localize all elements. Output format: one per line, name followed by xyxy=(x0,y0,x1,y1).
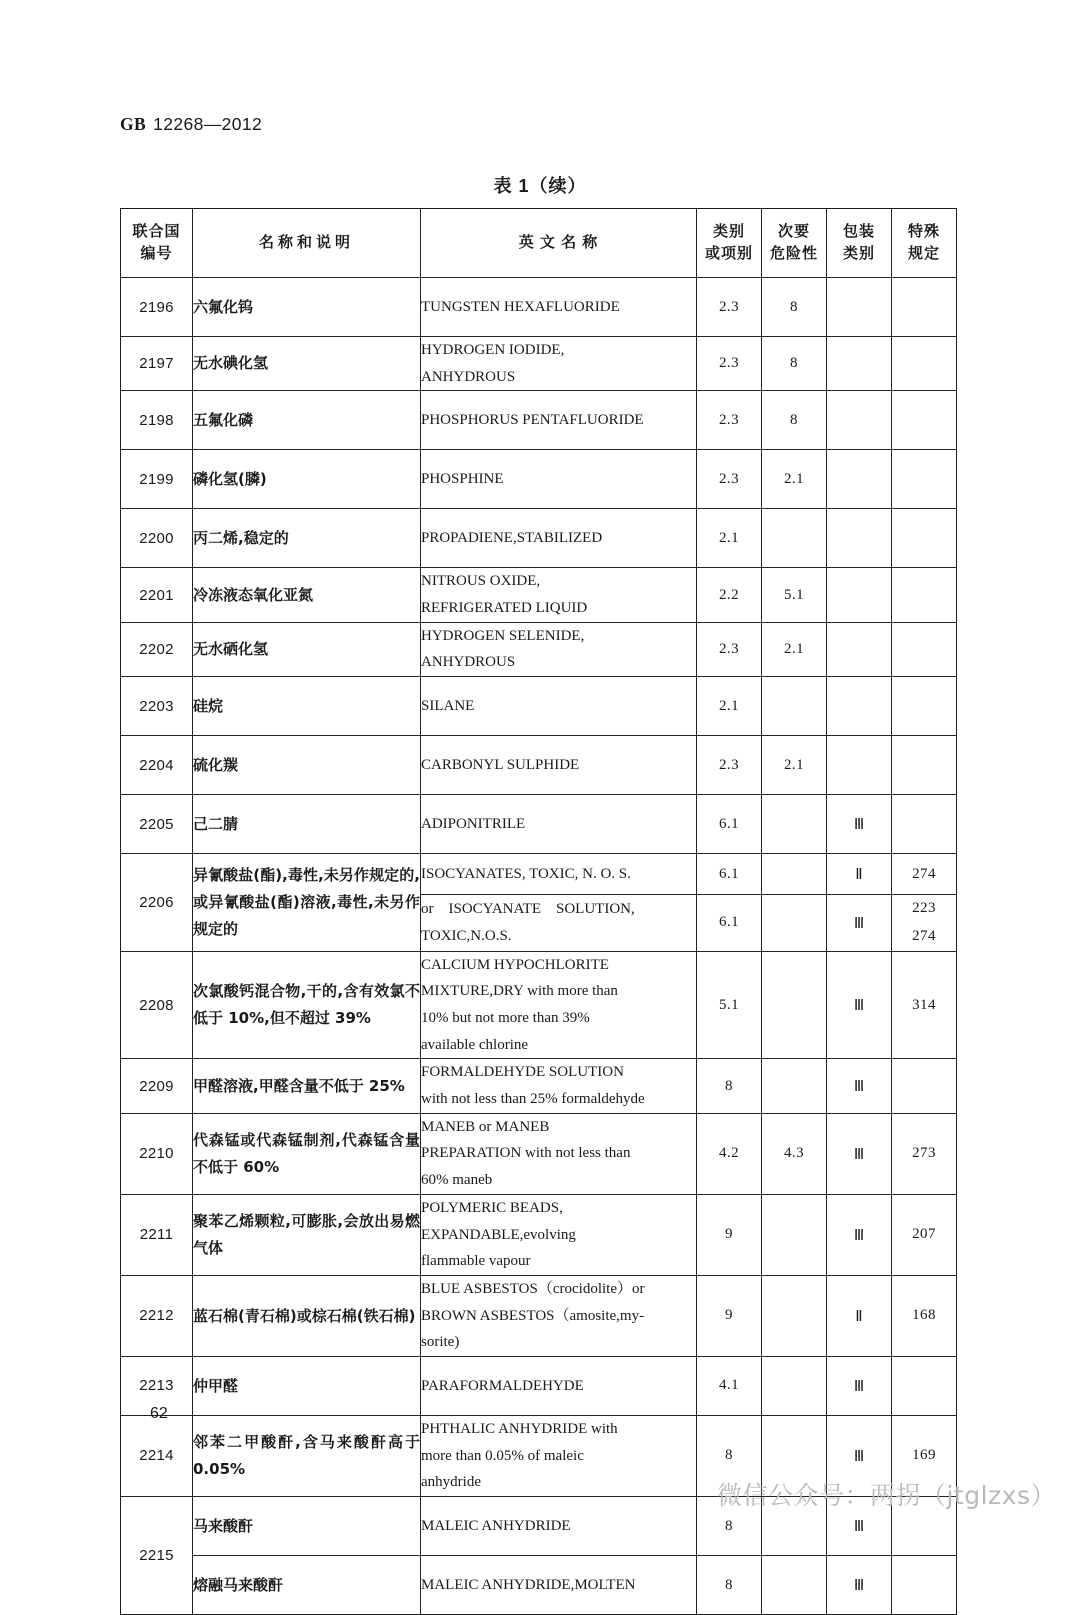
cell-english-name: BLUE ASBESTOS（crocidolite）or BROWN ASBESTOS（amosite,my- sorite) xyxy=(421,1275,697,1356)
cell-class: 8 xyxy=(697,1497,762,1556)
cell-class: 2.3 xyxy=(697,337,762,391)
cell-subsidiary-hazard: 4.3 xyxy=(762,1113,827,1194)
cell-un-number: 2210 xyxy=(121,1113,193,1194)
cell-class: 6.1 xyxy=(697,895,762,952)
cell-packing-group xyxy=(827,278,892,337)
cell-class: 2.3 xyxy=(697,450,762,509)
cell-packing-group: Ⅲ xyxy=(827,1556,892,1615)
cell-class: 2.2 xyxy=(697,568,762,622)
header-line-2: 类别 xyxy=(842,245,875,262)
table-row xyxy=(121,1113,957,1194)
cell-packing-group: Ⅲ xyxy=(827,1497,892,1556)
cell-class: 2.3 xyxy=(697,391,762,450)
cell-packing-group: Ⅱ xyxy=(827,1275,892,1356)
cell-subsidiary-hazard xyxy=(762,1194,827,1275)
cell-english-name: TUNGSTEN HEXAFLUORIDE xyxy=(421,278,697,337)
cell-packing-group: Ⅲ xyxy=(827,1356,892,1415)
cell-subsidiary-hazard xyxy=(762,895,827,952)
cell-un-number: 2208 xyxy=(121,951,193,1059)
cell-un-number: 2198 xyxy=(121,391,193,450)
header-line-1: 包装 xyxy=(842,222,875,240)
cell-chinese-name: 丙二烯,稳定的 xyxy=(193,509,421,568)
table-row xyxy=(121,677,957,736)
cell-chinese-name: 邻苯二甲酸酐,含马来酸酐高于 0.05% xyxy=(193,1415,421,1496)
dangerous-goods-table xyxy=(120,208,957,1615)
table-row xyxy=(121,278,957,337)
cell-english-name: PARAFORMALDEHYDE xyxy=(421,1356,697,1415)
header-line-1: 联合国 xyxy=(132,222,181,240)
table-row xyxy=(121,622,957,676)
cell-english-name: MALEIC ANHYDRIDE,MOLTEN xyxy=(421,1556,697,1615)
cell-class: 2.1 xyxy=(697,677,762,736)
cell-special-provisions: 168 xyxy=(892,1275,957,1356)
cell-class: 2.3 xyxy=(697,622,762,676)
header-line-1: 名称和说明 xyxy=(258,233,354,251)
cell-un-number: 2211 xyxy=(121,1194,193,1275)
cell-un-number: 2197 xyxy=(121,337,193,391)
cell-packing-group xyxy=(827,568,892,622)
cell-special-provisions xyxy=(892,278,957,337)
cell-special-provisions xyxy=(892,795,957,854)
cell-chinese-name: 异氰酸盐(酯),毒性,未另作规定的,或异氰酸盐(酯)溶液,毒性,未另作规定的 xyxy=(193,854,421,952)
cell-class: 8 xyxy=(697,1415,762,1496)
cell-chinese-name: 聚苯乙烯颗粒,可膨胀,会放出易燃气体 xyxy=(193,1194,421,1275)
cell-english-name: HYDROGEN SELENIDE, ANHYDROUS xyxy=(421,622,697,676)
cell-chinese-name: 无水硒化氢 xyxy=(193,622,421,676)
cell-packing-group: Ⅲ xyxy=(827,1059,892,1113)
cell-subsidiary-hazard xyxy=(762,1556,827,1615)
cell-subsidiary-hazard xyxy=(762,509,827,568)
col-header-un-number xyxy=(121,209,193,278)
cell-packing-group xyxy=(827,450,892,509)
cell-class: 4.1 xyxy=(697,1356,762,1415)
cell-class: 8 xyxy=(697,1059,762,1113)
cell-subsidiary-hazard xyxy=(762,951,827,1059)
cell-packing-group: Ⅲ xyxy=(827,1113,892,1194)
header-line-1: 类别 xyxy=(712,222,745,240)
cell-special-provisions xyxy=(892,677,957,736)
cell-english-name: or ISOCYANATE SOLUTION, TOXIC,N.O.S. xyxy=(421,895,697,952)
watermark: 微信公众号：两拐（jtglzxs） xyxy=(716,1481,1056,1510)
cell-special-provisions: 274 xyxy=(892,854,957,895)
header-line-2: 或项别 xyxy=(704,245,753,262)
cell-packing-group: Ⅲ xyxy=(827,1194,892,1275)
header-line-2: 规定 xyxy=(907,245,940,262)
cell-class: 2.3 xyxy=(697,278,762,337)
cell-english-name: SILANE xyxy=(421,677,697,736)
col-header-subsidiary-hazard xyxy=(762,209,827,278)
cell-packing-group xyxy=(827,509,892,568)
cell-english-name: ISOCYANATES, TOXIC, N. O. S. xyxy=(421,854,697,895)
page-number: 62 xyxy=(150,1405,168,1422)
cell-chinese-name: 熔融马来酸酐 xyxy=(193,1556,421,1615)
table-caption: 表 1（续） xyxy=(493,176,587,196)
cell-subsidiary-hazard xyxy=(762,795,827,854)
cell-special-provisions xyxy=(892,568,957,622)
cell-packing-group xyxy=(827,337,892,391)
cell-un-number: 2214 xyxy=(121,1415,193,1496)
cell-special-provisions xyxy=(892,509,957,568)
table-row xyxy=(121,854,957,895)
table-row xyxy=(121,337,957,391)
standard-number xyxy=(120,114,262,135)
cell-english-name: CARBONYL SULPHIDE xyxy=(421,736,697,795)
header-row xyxy=(121,209,957,278)
cell-subsidiary-hazard xyxy=(762,1356,827,1415)
cell-english-name: MANEB or MANEB PREPARATION with not less than 60% maneb xyxy=(421,1113,697,1194)
cell-special-provisions xyxy=(892,736,957,795)
cell-class: 4.2 xyxy=(697,1113,762,1194)
header-line-1: 特殊 xyxy=(907,222,940,240)
cell-english-name: POLYMERIC BEADS, EXPANDABLE,evolving flammable vapour xyxy=(421,1194,697,1275)
cell-chinese-name: 磷化氢(膦) xyxy=(193,450,421,509)
dangerous-goods-table-wrapper xyxy=(120,208,956,1615)
cell-un-number: 2203 xyxy=(121,677,193,736)
cell-chinese-name: 冷冻液态氧化亚氮 xyxy=(193,568,421,622)
cell-subsidiary-hazard: 2.1 xyxy=(762,450,827,509)
cell-subsidiary-hazard: 8 xyxy=(762,391,827,450)
cell-un-number: 2209 xyxy=(121,1059,193,1113)
cell-packing-group: Ⅲ xyxy=(827,1415,892,1496)
cell-un-number: 2206 xyxy=(121,854,193,952)
cell-chinese-name: 代森锰或代森锰制剂,代森锰含量不低于 60% xyxy=(193,1113,421,1194)
cell-un-number: 2205 xyxy=(121,795,193,854)
cell-special-provisions: 207 xyxy=(892,1194,957,1275)
cell-un-number: 2215 xyxy=(121,1497,193,1615)
cell-chinese-name: 无水碘化氢 xyxy=(193,337,421,391)
cell-un-number: 2212 xyxy=(121,1275,193,1356)
cell-chinese-name: 次氯酸钙混合物,干的,含有效氯不低于 10%,但不超过 39% xyxy=(193,951,421,1059)
cell-packing-group: Ⅱ xyxy=(827,854,892,895)
table-row xyxy=(121,736,957,795)
col-header-packing-group xyxy=(827,209,892,278)
col-header-name-description xyxy=(193,209,421,278)
cell-packing-group xyxy=(827,391,892,450)
cell-un-number: 2213 xyxy=(121,1356,193,1415)
cell-class: 6.1 xyxy=(697,795,762,854)
table-header xyxy=(121,209,957,278)
cell-chinese-name: 蓝石棉(青石棉)或棕石棉(铁石棉) xyxy=(193,1275,421,1356)
table-row xyxy=(121,391,957,450)
cell-chinese-name: 甲醛溶液,甲醛含量不低于 25% xyxy=(193,1059,421,1113)
cell-subsidiary-hazard xyxy=(762,677,827,736)
cell-un-number: 2201 xyxy=(121,568,193,622)
cell-chinese-name: 硫化羰 xyxy=(193,736,421,795)
header-line-2: 编号 xyxy=(140,245,173,262)
cell-chinese-name: 五氟化磷 xyxy=(193,391,421,450)
cell-english-name: PROPADIENE,STABILIZED xyxy=(421,509,697,568)
cell-packing-group xyxy=(827,622,892,676)
cell-special-provisions: 169 xyxy=(892,1415,957,1496)
cell-english-name: NITROUS OXIDE, REFRIGERATED LIQUID xyxy=(421,568,697,622)
table-row xyxy=(121,1275,957,1356)
standard-prefix: GB xyxy=(120,114,147,134)
table-body xyxy=(121,278,957,1615)
table-row xyxy=(121,450,957,509)
cell-un-number: 2200 xyxy=(121,509,193,568)
cell-special-provisions: 223 274 xyxy=(892,895,957,952)
cell-packing-group: Ⅲ xyxy=(827,895,892,952)
cell-special-provisions xyxy=(892,1059,957,1113)
cell-english-name: MALEIC ANHYDRIDE xyxy=(421,1497,697,1556)
cell-un-number: 2204 xyxy=(121,736,193,795)
cell-subsidiary-hazard: 5.1 xyxy=(762,568,827,622)
cell-chinese-name: 马来酸酐 xyxy=(193,1497,421,1556)
cell-chinese-name: 硅烷 xyxy=(193,677,421,736)
cell-english-name: ADIPONITRILE xyxy=(421,795,697,854)
cell-special-provisions xyxy=(892,391,957,450)
cell-un-number: 2202 xyxy=(121,622,193,676)
table-row xyxy=(121,951,957,1059)
table-row xyxy=(121,795,957,854)
cell-english-name: HYDROGEN IODIDE, ANHYDROUS xyxy=(421,337,697,391)
cell-special-provisions xyxy=(892,1356,957,1415)
header-line-1: 英 文 名 称 xyxy=(518,233,599,251)
cell-packing-group xyxy=(827,736,892,795)
cell-english-name: PHOSPHORUS PENTAFLUORIDE xyxy=(421,391,697,450)
cell-chinese-name: 六氟化钨 xyxy=(193,278,421,337)
cell-special-provisions xyxy=(892,1556,957,1615)
header-line-2: 危险性 xyxy=(769,245,818,262)
col-header-special-provisions xyxy=(892,209,957,278)
table-row xyxy=(121,568,957,622)
cell-class: 2.1 xyxy=(697,509,762,568)
cell-english-name: CALCIUM HYPOCHLORITE MIXTURE,DRY with more than 10% but not more than 39% available chlorine xyxy=(421,951,697,1059)
cell-class: 6.1 xyxy=(697,854,762,895)
cell-special-provisions xyxy=(892,337,957,391)
cell-special-provisions xyxy=(892,450,957,509)
cell-subsidiary-hazard: 2.1 xyxy=(762,736,827,795)
cell-subsidiary-hazard: 8 xyxy=(762,337,827,391)
table-row xyxy=(121,509,957,568)
cell-packing-group xyxy=(827,677,892,736)
table-row xyxy=(121,1194,957,1275)
cell-packing-group: Ⅲ xyxy=(827,951,892,1059)
cell-un-number: 2199 xyxy=(121,450,193,509)
cell-un-number: 2196 xyxy=(121,278,193,337)
cell-subsidiary-hazard xyxy=(762,1059,827,1113)
cell-english-name: PHOSPHINE xyxy=(421,450,697,509)
cell-special-provisions xyxy=(892,622,957,676)
cell-english-name: PHTHALIC ANHYDRIDE with more than 0.05% of maleic anhydride xyxy=(421,1415,697,1496)
cell-subsidiary-hazard: 2.1 xyxy=(762,622,827,676)
col-header-class xyxy=(697,209,762,278)
cell-subsidiary-hazard xyxy=(762,854,827,895)
cell-english-name: FORMALDEHYDE SOLUTION with not less than 25% formaldehyde xyxy=(421,1059,697,1113)
col-header-english-name xyxy=(421,209,697,278)
table-row xyxy=(121,1556,957,1615)
cell-chinese-name: 己二腈 xyxy=(193,795,421,854)
table-row xyxy=(121,1059,957,1113)
cell-class: 2.3 xyxy=(697,736,762,795)
cell-packing-group: Ⅲ xyxy=(827,795,892,854)
cell-class: 5.1 xyxy=(697,951,762,1059)
cell-class: 9 xyxy=(697,1275,762,1356)
standard-code: 12268—2012 xyxy=(153,114,263,134)
cell-class: 9 xyxy=(697,1194,762,1275)
cell-special-provisions: 273 xyxy=(892,1113,957,1194)
cell-class: 8 xyxy=(697,1556,762,1615)
header-line-1: 次要 xyxy=(777,222,810,240)
table-row xyxy=(121,1356,957,1415)
cell-subsidiary-hazard xyxy=(762,1275,827,1356)
cell-chinese-name: 仲甲醛 xyxy=(193,1356,421,1415)
cell-special-provisions: 314 xyxy=(892,951,957,1059)
cell-subsidiary-hazard: 8 xyxy=(762,278,827,337)
